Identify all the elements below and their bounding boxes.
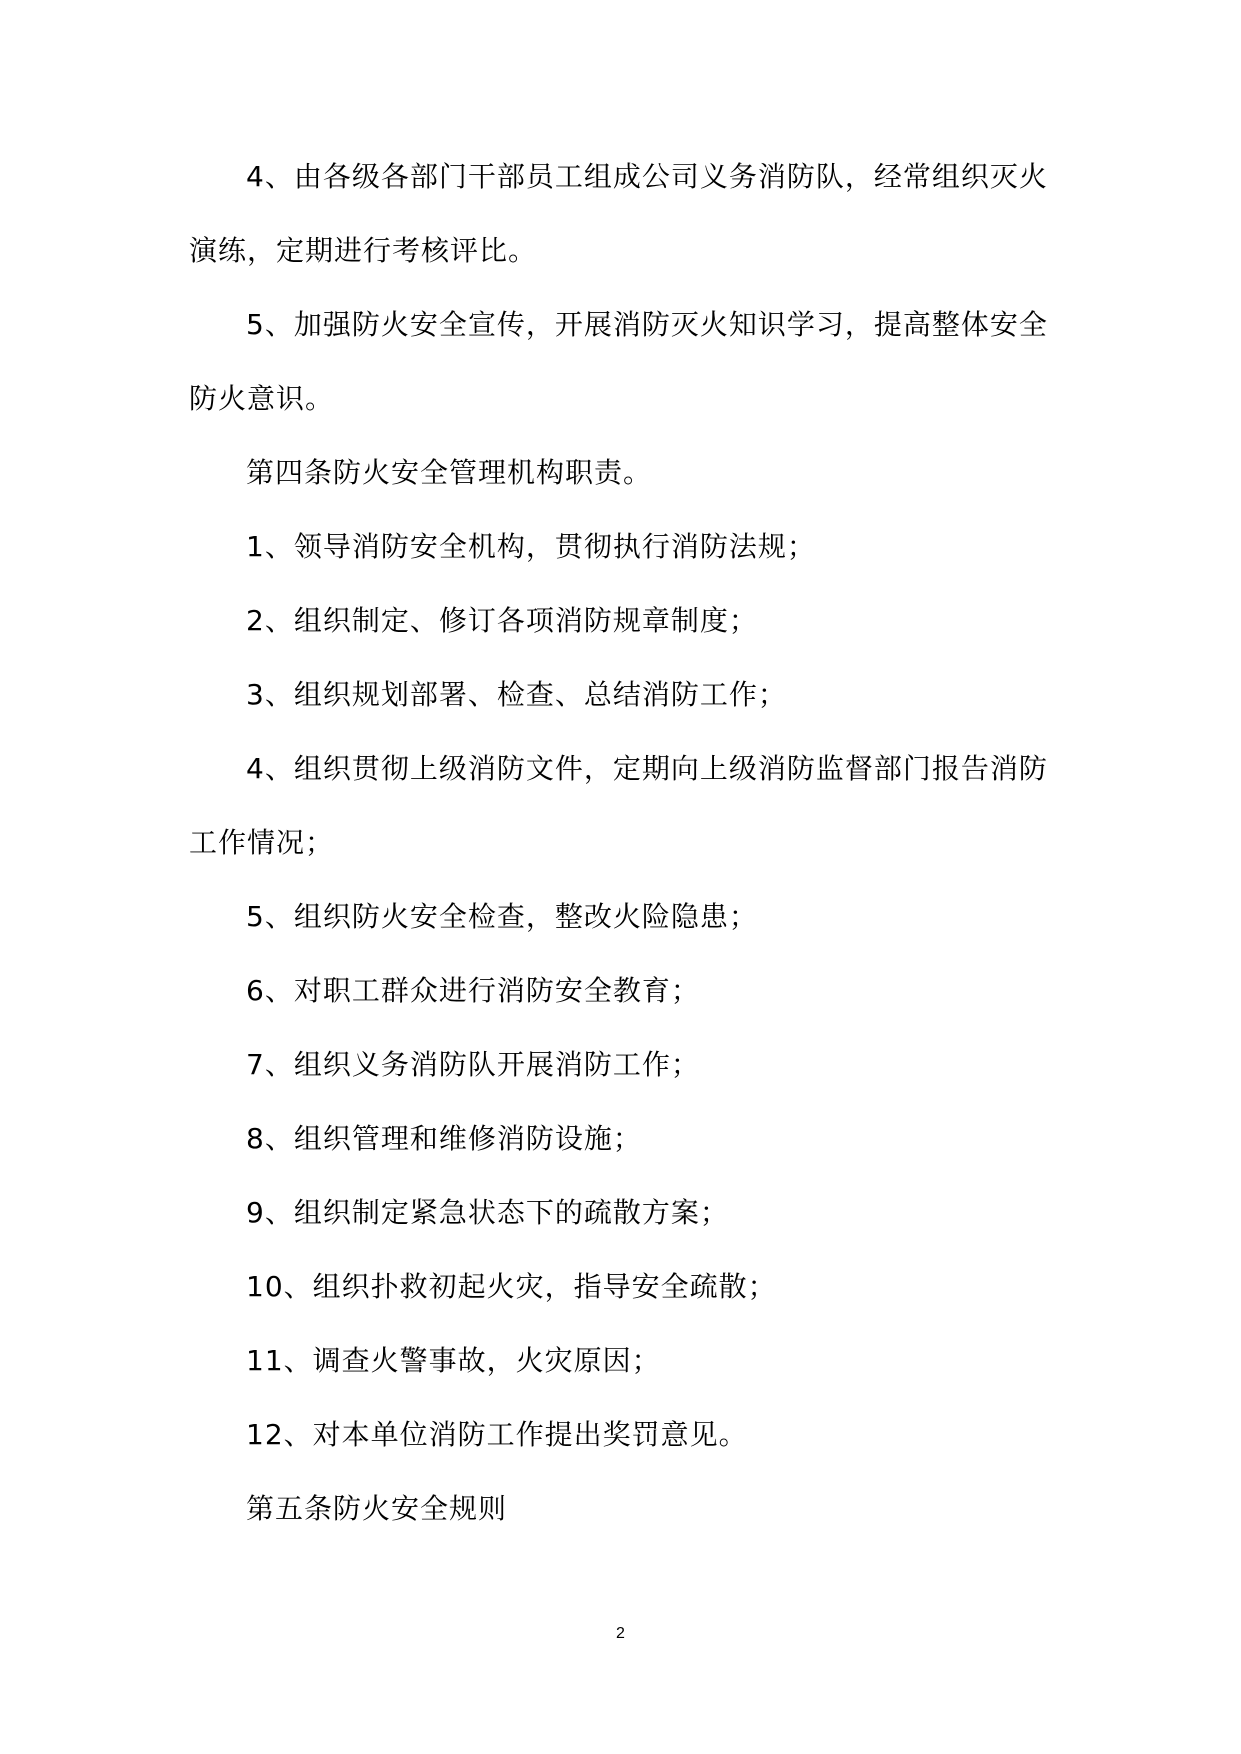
text-line-1: 4、由各级各部门干部员工组成公司义务消防队，经常组织灭火 — [246, 160, 1048, 193]
list-item-4: 4、组织贯彻上级消防文件，定期向上级消防监督部门报告消防 — [246, 752, 1048, 785]
text-line-2: 演练，定期进行考核评比。 — [189, 234, 538, 267]
page-number: 2 — [616, 1625, 625, 1642]
list-item-8: 8、组织管理和维修消防设施； — [246, 1122, 642, 1155]
list-item-5: 5、组织防火安全检查，整改火险隐患； — [246, 900, 758, 933]
list-item-1: 1、领导消防安全机构，贯彻执行消防法规； — [246, 530, 816, 563]
list-item-9: 9、组织制定紧急状态下的疏散方案； — [246, 1196, 729, 1229]
text-line-3: 5、加强防火安全宣传，开展消防灭火知识学习，提高整体安全 — [246, 308, 1048, 341]
section-heading-article-5: 第五条防火安全规则 — [246, 1492, 508, 1525]
list-item-7: 7、组织义务消防队开展消防工作； — [246, 1048, 700, 1081]
text-line-4: 防火意识。 — [189, 382, 335, 415]
list-item-10: 10、组织扑救初起火灾，指导安全疏散； — [246, 1270, 777, 1303]
list-item-11: 11、调查火警事故，火灾原因； — [246, 1344, 661, 1377]
list-item-6: 6、对职工群众进行消防安全教育； — [246, 974, 700, 1007]
section-heading-article-4: 第四条防火安全管理机构职责。 — [246, 456, 653, 489]
document-body — [189, 140, 1055, 1546]
list-item-4-continued: 工作情况； — [189, 826, 335, 859]
list-item-3: 3、组织规划部署、检查、总结消防工作； — [246, 678, 787, 711]
list-item-2: 2、组织制定、修订各项消防规章制度； — [246, 604, 758, 637]
list-item-12: 12、对本单位消防工作提出奖罚意见。 — [246, 1418, 748, 1451]
